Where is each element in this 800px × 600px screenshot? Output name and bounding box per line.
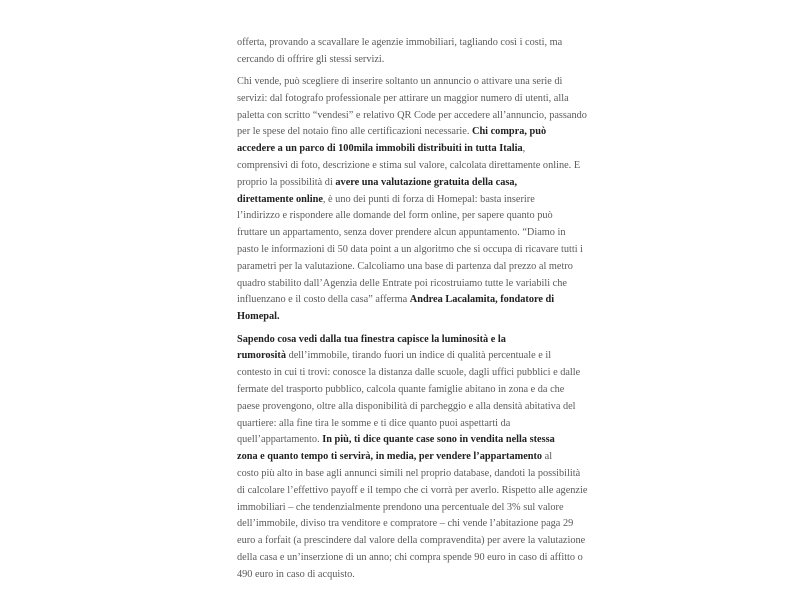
- article-paragraph: [237, 35, 577, 69]
- text-line: [237, 432, 577, 449]
- text-line: [237, 483, 588, 500]
- text-line: [237, 259, 577, 276]
- bold-text: rumorosità: [237, 350, 287, 362]
- text-line: [237, 108, 587, 125]
- text-line: [237, 225, 577, 242]
- text-line: [237, 158, 581, 175]
- text-line: [237, 365, 581, 382]
- body-text: quadro stabilito dall’Agenzia delle Entrate poi ricostruiamo tutte le variabili che: [237, 277, 567, 289]
- text-line: [237, 567, 577, 584]
- bold-text: Homepal.: [237, 311, 280, 323]
- body-text: ,: [522, 143, 526, 155]
- bold-text: direttamente online: [237, 193, 323, 205]
- text-line: [237, 348, 577, 365]
- body-text: quartiere: alla fine tira le somme e ti dice quanto puoi aspettarti da: [237, 417, 511, 429]
- body-text: Chi vende, può scegliere di inserire soltanto un annuncio o attivare una serie di: [237, 76, 563, 88]
- bold-text: Sapendo cosa vedi dalla tua finestra capisce la luminosità e la: [237, 333, 506, 345]
- text-line: [237, 533, 586, 550]
- body-text: dell’immobile, tirando fuori un indice di qualità percentuale e il: [286, 350, 552, 362]
- body-text: contesto in cui ti trovi: conosce la distanza dalle scuole, dagli uffici pubblici e dalle: [237, 367, 581, 379]
- body-text: pasto le informazioni di 50 data point a un algoritmo che si occupa di ricavare tutti i: [237, 244, 583, 256]
- text-line: [237, 399, 577, 416]
- text-line: [237, 292, 577, 309]
- body-text: dell’immobile, diviso tra venditore e compratore – chi vende l’abitazione paga 29: [237, 518, 574, 530]
- body-text: , è uno dei punti di forza di Homepal: basta inserire: [322, 193, 535, 205]
- text-line: [237, 449, 577, 466]
- bold-text: Chi compra, può: [472, 126, 547, 138]
- text-line: [237, 192, 577, 209]
- body-text: cercando di offrire gli stessi servizi.: [237, 53, 385, 65]
- text-line: [237, 208, 577, 225]
- bold-text: zona e quanto tempo ti servirà, in media, per vendere l’appartamento: [237, 451, 543, 463]
- bold-text: avere una valutazione gratuita della casa,: [335, 176, 518, 188]
- body-text: costo più alto in base agli annunci simili nel proprio database, dandoti la possibilità: [237, 467, 581, 479]
- body-text: immobiliari – che tendenzialmente prendono una percentuale del 3% sul valore: [237, 501, 564, 513]
- body-text: fermate del trasporto pubblico, calcola quante famiglie abitano in zona e da che: [237, 383, 565, 395]
- text-line: [237, 466, 581, 483]
- text-line: [237, 500, 577, 517]
- text-line: [237, 52, 577, 69]
- article-paragraph: [237, 74, 587, 326]
- text-line: [237, 516, 577, 533]
- text-line: [237, 242, 583, 259]
- text-line: [237, 124, 577, 141]
- bold-text: In più, ti dice quante case sono in vendita nella stessa: [322, 434, 555, 446]
- body-text: per le spese del notaio fino alle certificazioni necessarie.: [237, 126, 473, 138]
- text-line: [237, 175, 577, 192]
- text-line: [237, 276, 577, 293]
- body-text: influenzano e il costo della casa” afferma: [237, 294, 410, 306]
- body-text: euro a forfait (a prescindere dal valore della compravendita) per avere la valutazione: [237, 535, 586, 547]
- body-text: paese provengono, oltre alla disponibilità di parcheggio e alla densità abitativa del: [237, 400, 576, 412]
- body-text: fruttare un appartamento, senza dover prendere alcun appuntamento. “Diamo in: [237, 227, 566, 239]
- body-text: paletta con scritto “vendesi” e relativo QR Code per accedere all’annuncio, passando: [237, 109, 587, 121]
- text-line: [237, 309, 577, 326]
- body-text: l’indirizzo e rispondere alle domande del form online, per sapere quanto può: [237, 210, 553, 222]
- body-text: di calcolare l’effettivo payoff e il tempo che ci vorrà per averlo. Rispetto alle agenzie: [237, 484, 588, 496]
- text-line: [237, 332, 577, 349]
- text-line: [237, 141, 577, 158]
- body-text: parametri per la valutazione. Calcoliamo una base di partenza dal prezzo al metro: [237, 260, 573, 272]
- body-text: proprio la possibilità di: [237, 176, 336, 188]
- bold-text: Andrea Lacalamita, fondatore di: [409, 294, 555, 306]
- body-text: servizi: dal fotografo professionale per attirare un maggior numero di utenti, alla: [237, 92, 569, 104]
- text-line: [237, 416, 577, 433]
- body-text: della casa e un’inserzione di un anno; chi compra spende 90 euro in caso di affitto o: [237, 551, 583, 563]
- article-paragraph: [237, 332, 588, 584]
- body-text: offerta, provando a scavallare le agenzie immobiliari, tagliando così i costi, ma: [237, 37, 563, 48]
- text-line: [237, 382, 577, 399]
- text-line: [237, 35, 577, 52]
- bold-text: accedere a un parco di 100mila immobili distribuiti in tutta Italia: [237, 143, 523, 155]
- body-text: 490 euro in caso di acquisto.: [237, 568, 355, 580]
- text-line: [237, 74, 577, 91]
- body-text: al: [542, 451, 553, 463]
- text-line: [237, 91, 577, 108]
- body-text: quell’appartamento.: [237, 434, 323, 446]
- body-text: comprensivi di foto, descrizione e stima sul valore, calcolata direttamente online. E: [237, 160, 581, 172]
- text-line: [237, 550, 583, 567]
- article-body: [237, 35, 588, 589]
